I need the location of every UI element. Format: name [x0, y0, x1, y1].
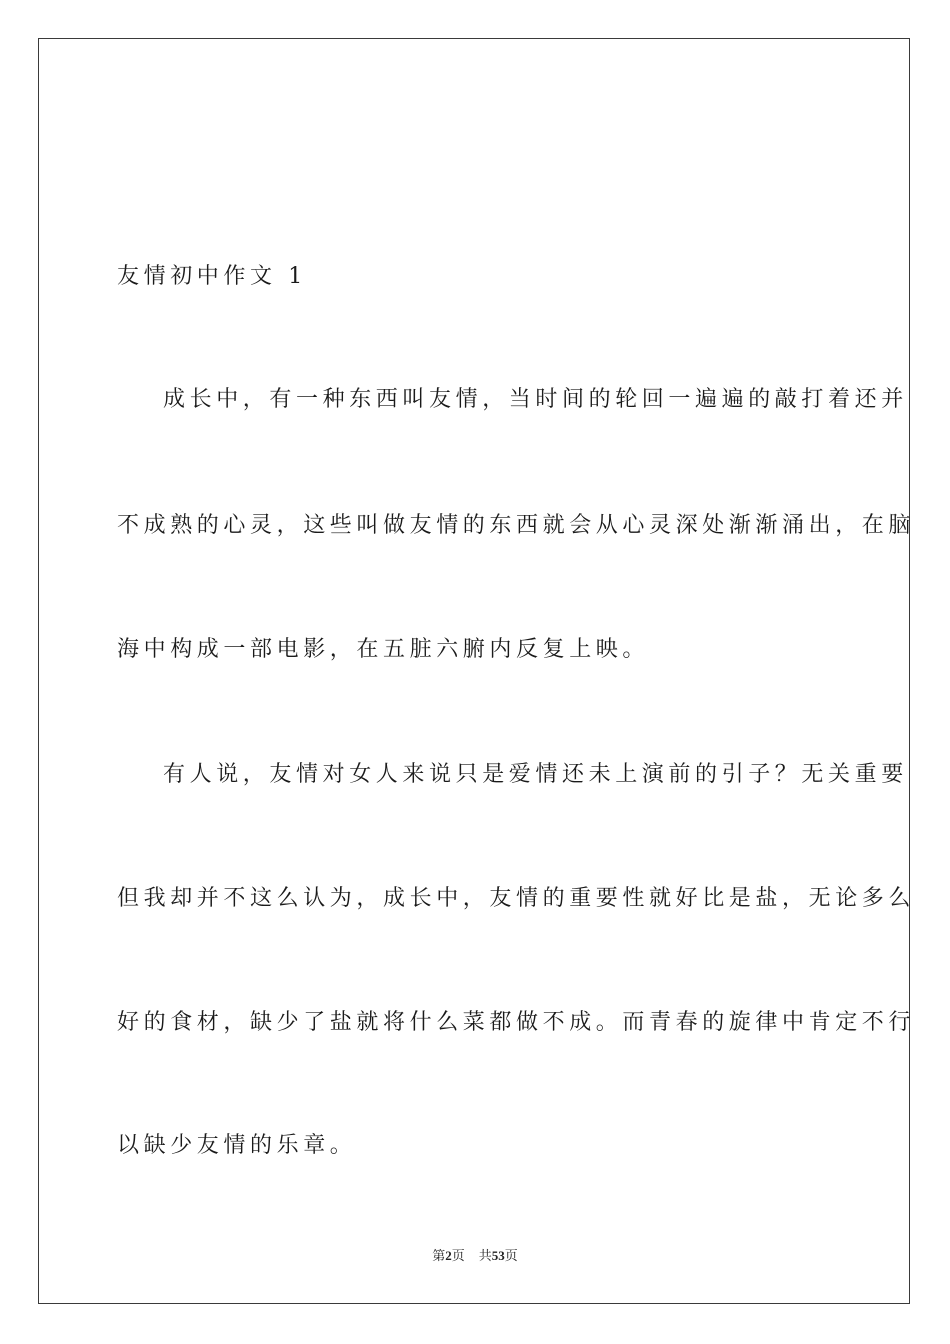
- total-suffix: 页: [504, 1249, 518, 1264]
- page-border: [38, 38, 916, 1304]
- total-pages: 53: [491, 1248, 505, 1263]
- page-footer: [0, 1247, 950, 1266]
- paragraph-1-line-1: 成长中，有一种东西叫友情，当时间的轮回一遍遍的敲打着还并: [163, 387, 908, 412]
- paragraph-1-line-2: 不成熟的心灵，这些叫做友情的东西就会从心灵深处渐渐涌出，在脑: [117, 513, 916, 538]
- total-prefix: 共: [478, 1249, 492, 1264]
- paragraph-2-line-3: 好的食材，缺少了盐就将什么菜都做不成。而青春的旋律中肯定不行: [117, 1010, 916, 1035]
- document-title: 友情初中作文 1: [117, 264, 307, 289]
- paragraph-2-line-1: 有人说，友情对女人来说只是爱情还未上演前的引子？无关重要: [163, 762, 908, 787]
- paragraph-1-line-3: 海中构成一部电影，在五脏六腑内反复上映。: [117, 637, 650, 662]
- paragraph-2-line-2: 但我却并不这么认为，成长中，友情的重要性就好比是盐，无论多么: [117, 886, 916, 911]
- page-prefix: 第: [432, 1249, 446, 1264]
- paragraph-2-line-4: 以缺少友情的乐章。: [117, 1133, 357, 1158]
- page-suffix: 页: [451, 1249, 465, 1264]
- page-number: 2: [445, 1248, 452, 1263]
